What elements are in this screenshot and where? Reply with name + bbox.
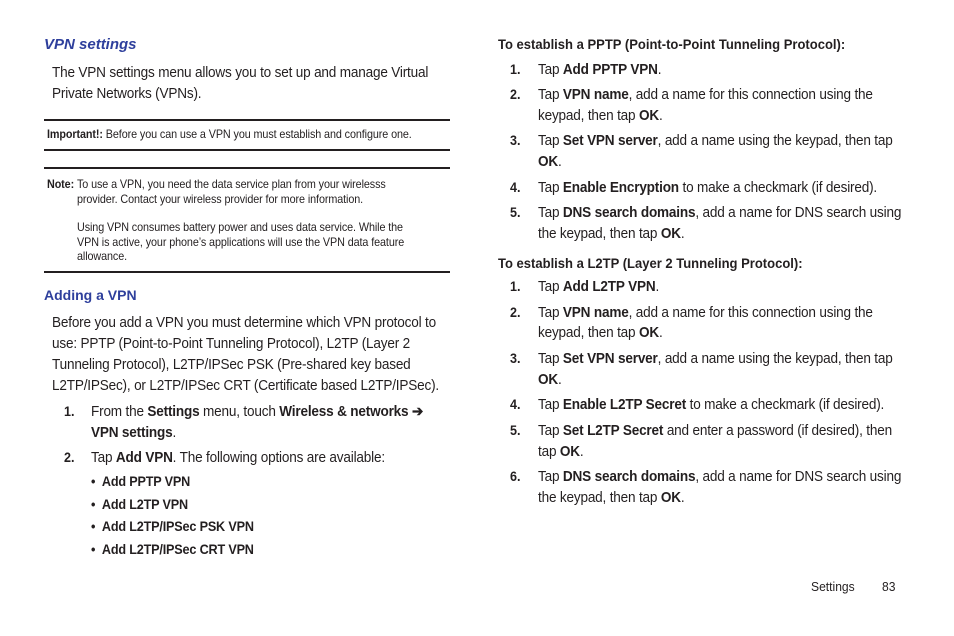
step-line-1: Tap DNS search domains, add a name for DNS search using (538, 469, 902, 485)
step-number: 1. (510, 279, 521, 294)
important-label: Important!: (47, 128, 103, 141)
step-line-2: the keypad, then tap OK. (538, 490, 685, 506)
step-line-1: Tap VPN name, add a name for this connection using the (538, 305, 873, 321)
step-number: 4. (510, 397, 521, 412)
step-number: 1. (510, 62, 521, 77)
step-line-1: Tap Set VPN server, add a name using the keypad, then tap (538, 351, 893, 367)
adding-line-3: Tunneling Protocol), L2TP/IPSec PSK (Pre-shared key based (52, 357, 411, 373)
step-line-2: keypad, then tap OK. (538, 108, 663, 124)
step-number: 4. (510, 180, 521, 195)
note-line-1: To use a VPN, you need the data service plan from your wirelesss (77, 178, 386, 191)
step-line-1: Tap Add PPTP VPN. (538, 62, 662, 78)
note-p2-line-2: VPN is active, your phone’s applications will use the VPN data feature (77, 236, 405, 249)
step-number: 3. (510, 351, 521, 366)
adding-line-2: use: PPTP (Point-to-Point Tunneling Protocol), L2TP (Layer 2 (52, 336, 411, 352)
note-bottom-rule (44, 271, 450, 273)
bullet-item: • Add PPTP VPN (91, 474, 191, 489)
section-title: VPN settings (44, 36, 137, 53)
adding-line-1: Before you add a VPN you must determine which VPN protocol to (52, 315, 436, 331)
step-number: 2. (510, 87, 521, 102)
step-line-2: tap OK. (538, 444, 584, 460)
note-line-2: provider. Contact your wireless provider for more information. (77, 193, 364, 206)
important-top-rule (44, 119, 450, 121)
step-number: 5. (510, 423, 521, 438)
l2tp-heading: To establish a L2TP (Layer 2 Tunneling Protocol): (498, 255, 803, 271)
step-number: 5. (510, 205, 521, 220)
bullet-item: • Add L2TP/IPSec CRT VPN (91, 542, 254, 557)
page-number: 83 (882, 579, 896, 594)
step-1-line-1: From the Settings menu, touch Wireless & networks ➔ (91, 404, 424, 420)
step-1-line-2: VPN settings. (91, 425, 177, 441)
step-2-line-1: Tap Add VPN. The following options are available: (91, 450, 385, 466)
bullet-item: • Add L2TP/IPSec PSK VPN (91, 519, 254, 534)
step-line-1: Tap VPN name, add a name for this connection using the (538, 87, 873, 103)
step-number: 1. (64, 404, 75, 419)
step-number: 6. (510, 469, 521, 484)
note-p2-line-1: Using VPN consumes battery power and uses data service. While the (77, 221, 403, 234)
step-line-2: OK. (538, 372, 562, 388)
step-number: 2. (64, 450, 75, 465)
adding-title: Adding a VPN (44, 287, 137, 303)
intro-line-2: Private Networks (VPNs). (52, 86, 202, 102)
step-line-1: Tap Set L2TP Secret and enter a password (if desired), then (538, 423, 892, 439)
adding-line-4: L2TP/IPSec), or L2TP/IPSec CRT (Certificate based L2TP/IPSec). (52, 378, 440, 394)
bullet-item: • Add L2TP VPN (91, 497, 188, 512)
step-number: 3. (510, 133, 521, 148)
footer-section: Settings (811, 579, 855, 594)
step-line-1: Tap DNS search domains, add a name for DNS search using (538, 205, 902, 221)
step-line-2: keypad, then tap OK. (538, 325, 663, 341)
note-top-rule (44, 167, 450, 169)
step-line-1: Tap Enable L2TP Secret to make a checkmark (if desired). (538, 397, 885, 413)
step-line-1: Tap Set VPN server, add a name using the keypad, then tap (538, 133, 893, 149)
important-text: Before you can use a VPN you must establish and configure one. (102, 128, 412, 141)
important-bottom-rule (44, 149, 450, 151)
step-line-1: Tap Enable Encryption to make a checkmark (if desired). (538, 180, 878, 196)
note-p2-line-3: allowance. (77, 250, 128, 263)
step-line-2: the keypad, then tap OK. (538, 226, 685, 242)
pptp-heading: To establish a PPTP (Point-to-Point Tunneling Protocol): (498, 36, 846, 52)
step-line-1: Tap Add L2TP VPN. (538, 279, 660, 295)
intro-line-1: The VPN settings menu allows you to set up and manage Virtual (52, 65, 429, 81)
note-label: Note: (47, 178, 75, 191)
important-callout (47, 128, 412, 143)
step-number: 2. (510, 305, 521, 320)
step-line-2: OK. (538, 154, 562, 170)
